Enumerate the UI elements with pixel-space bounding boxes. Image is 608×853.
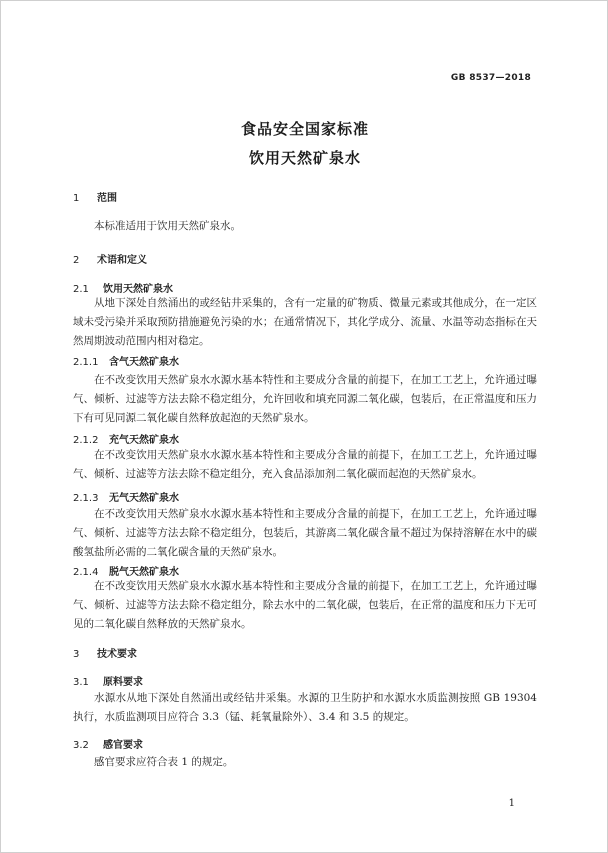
section-number: 2 — [73, 255, 80, 266]
section-heading-2-1 — [73, 280, 173, 295]
section-label: 范围 — [97, 193, 117, 204]
section-number: 1 — [73, 193, 80, 204]
standard-code: GB 8537—2018 — [450, 73, 531, 83]
section-2-1-2-paragraph: 在不改变饮用天然矿泉水水源水基本特性和主要成分含量的前提下，在加工工艺上，允许通过曝气、倾析、过滤等方法去除不稳定组分，充入食品添加剂二氧化碳而起泡的天然矿泉水。 — [73, 449, 537, 480]
section-label: 原料要求 — [103, 677, 143, 688]
section-heading-1 — [73, 189, 117, 204]
section-label: 脱气天然矿泉水 — [109, 567, 179, 578]
section-heading-3-2 — [73, 736, 143, 751]
section-label: 饮用天然矿泉水 — [103, 284, 173, 295]
section-number: 2.1.3 — [73, 493, 99, 504]
section-heading-2-1-3 — [73, 489, 179, 504]
section-heading-2-1-2 — [73, 431, 179, 446]
section-heading-2 — [73, 251, 147, 266]
section-3-1-paragraph: 水源水从地下深处自然涌出或经钻井采集。水源的卫生防护和水源水水质监测按照 GB 19304 执行，水质监测项目应符合 3.3（锰、耗氧量除外）、3.4 和 3.5 的规定。 — [73, 692, 537, 723]
section-label: 感官要求 — [103, 740, 143, 751]
section-heading-2-1-1 — [73, 353, 179, 368]
section-heading-2-1-4 — [73, 563, 179, 578]
section-number: 3.2 — [73, 740, 89, 751]
section-label: 充气天然矿泉水 — [109, 435, 179, 446]
section-heading-3-1 — [73, 673, 143, 688]
section-2-1-1-paragraph: 在不改变饮用天然矿泉水水源水基本特性和主要成分含量的前提下，在加工工艺上，允许通过曝气、倾析、过滤等方法去除不稳定组分，允许回收和填充同源二氧化碳，包装后，在正常温度和压力下有可见同源二氧化碳自然释放起泡的天然矿泉水。 — [73, 374, 537, 424]
section-label: 术语和定义 — [97, 255, 147, 266]
section-heading-3 — [73, 645, 137, 660]
section-2-1-3-paragraph: 在不改变饮用天然矿泉水水源水基本特性和主要成分含量的前提下，在加工工艺上，允许通过曝气、倾析、过滤等方法去除不稳定组分，包装后，其游离二氧化碳含量不超过为保持溶解在水中的碳酸氢盐所必需的二氧化碳含量的天然矿泉水。 — [73, 508, 537, 558]
section-number: 2.1 — [73, 284, 89, 295]
section-number: 2.1.4 — [73, 567, 99, 578]
section-number: 2.1.1 — [73, 357, 99, 368]
document-title-line2: 饮用天然矿泉水 — [248, 149, 361, 167]
section-label: 含气天然矿泉水 — [109, 357, 179, 368]
section-2-1-paragraph: 从地下深处自然涌出的或经钻井采集的，含有一定量的矿物质、微量元素或其他成分，在一定区域未受污染并采取预防措施避免污染的水；在通常情况下，其化学成分、流量、水温等动态指标在天然周期波动范围内相对稳定。 — [73, 297, 537, 347]
section-label: 无气天然矿泉水 — [109, 493, 179, 504]
section-1-paragraph: 本标准适用于饮用天然矿泉水。 — [94, 220, 241, 232]
section-number: 3.1 — [73, 677, 89, 688]
section-2-1-4-paragraph: 在不改变饮用天然矿泉水水源水基本特性和主要成分含量的前提下，在加工工艺上，允许通过曝气、倾析、过滤等方法去除不稳定组分，除去水中的二氧化碳，包装后，在正常的温度和压力下无可见的二氧化碳自然释放的天然矿泉水。 — [73, 580, 537, 630]
section-3-2-paragraph: 感官要求应符合表 1 的规定。 — [94, 756, 234, 768]
page-number: 1 — [508, 798, 515, 809]
document-title-line1: 食品安全国家标准 — [240, 120, 369, 138]
section-number: 3 — [73, 649, 80, 660]
section-number: 2.1.2 — [73, 435, 99, 446]
section-label: 技术要求 — [97, 649, 137, 660]
